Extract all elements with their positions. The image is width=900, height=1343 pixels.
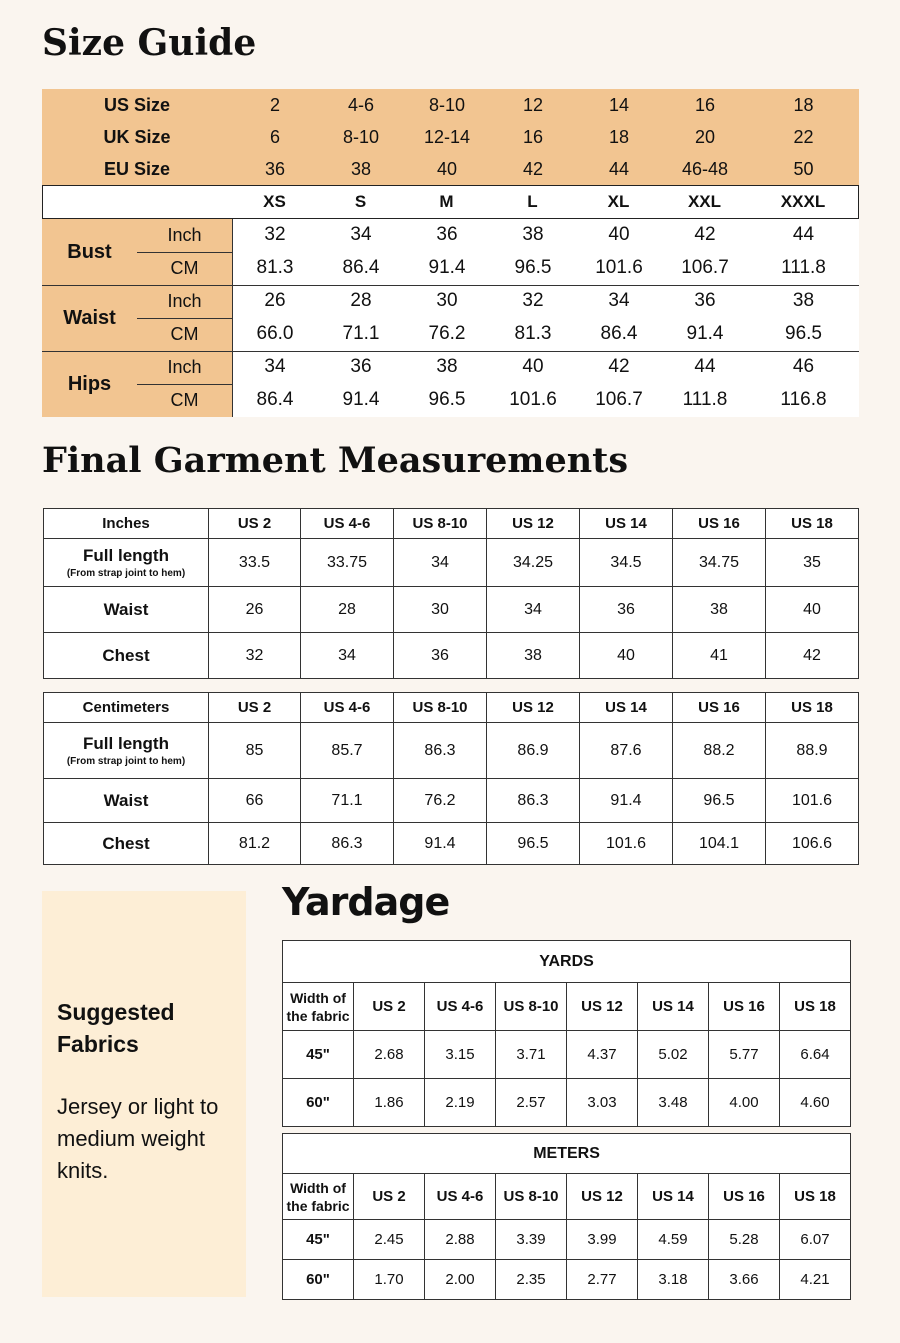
suggested-fabrics-text: Jersey or light to medium weight knits.	[57, 1094, 219, 1183]
measurement-cm-value: 96.5	[428, 389, 466, 410]
final-garment-table-inches	[43, 508, 859, 679]
table-cell: 85	[209, 723, 301, 779]
table-cell: 101.6	[766, 779, 859, 823]
table-cell: 2.45	[354, 1220, 425, 1260]
size-conversion-value: 44	[608, 158, 630, 179]
size-header: US 8-10	[496, 1174, 567, 1220]
measurement-divider	[42, 351, 859, 352]
size-header: US 2	[354, 983, 425, 1031]
table-header-row	[283, 1174, 851, 1220]
table-cell: 36	[394, 633, 487, 679]
size-conversion-value: 4-6	[347, 94, 374, 115]
table-cell: 34	[394, 539, 487, 587]
row-label	[44, 779, 209, 823]
measurement-cm-value: 91.4	[686, 323, 724, 344]
table-cell: 91.4	[580, 779, 673, 823]
measurement-cm-value: 106.7	[681, 257, 729, 278]
size-conversion-value: 36	[264, 158, 286, 179]
measurement-cm-value: 101.6	[509, 389, 557, 410]
row-label-text: Full length	[83, 546, 169, 565]
table-row	[44, 539, 859, 587]
table-cell: 2.77	[567, 1260, 638, 1300]
letter-size: L	[527, 192, 538, 211]
table-cell: 3.66	[709, 1260, 780, 1300]
table-cell: 96.5	[673, 779, 766, 823]
size-header: US 8-10	[394, 509, 487, 539]
table-cell: 2.57	[496, 1079, 567, 1127]
size-header: US 4-6	[301, 509, 394, 539]
measurement-inch-value: 40	[522, 356, 544, 377]
table-cell: 3.99	[567, 1220, 638, 1260]
row-label	[44, 587, 209, 633]
yardage-title: Yardage	[282, 880, 450, 924]
size-conversion-value: 12	[522, 94, 544, 115]
table-cell: 86.3	[487, 779, 580, 823]
size-conversion-value: 8-10	[428, 94, 466, 115]
row-label	[44, 633, 209, 679]
table-cell: 40	[580, 633, 673, 679]
measurement-inch-value: 46	[792, 356, 815, 377]
table-header-row	[44, 693, 859, 723]
size-header: US 12	[567, 983, 638, 1031]
measurement-cm-value: 86.4	[342, 257, 380, 278]
suggested-fabrics-panel	[42, 891, 246, 1297]
size-header: US 12	[567, 1174, 638, 1220]
table-cell: 81.2	[209, 823, 301, 865]
table-row	[283, 1079, 851, 1127]
table-cell: 104.1	[673, 823, 766, 865]
letter-size: XL	[607, 192, 630, 211]
suggested-fabrics-heading: Suggested Fabrics	[57, 999, 175, 1057]
final-garment-title: Final Garment Measurements	[42, 440, 629, 481]
measurement-inch-value: 28	[350, 290, 372, 311]
measurement-inch-value: 34	[350, 224, 372, 245]
measurement-inch-value: 32	[264, 224, 286, 245]
table-cell: 28	[301, 587, 394, 633]
measurement-inch-value: 38	[436, 356, 458, 377]
size-header: US 12	[487, 509, 580, 539]
size-conversion-value: 18	[608, 126, 630, 147]
size-header: US 14	[638, 983, 709, 1031]
size-conversion-value: 42	[522, 158, 544, 179]
table-cell: 34.75	[673, 539, 766, 587]
table-cell: 2.68	[354, 1031, 425, 1079]
measurement-label: Bust	[67, 240, 112, 263]
measurement-inch-value: 38	[522, 224, 544, 245]
size-header: US 14	[638, 1174, 709, 1220]
table-cell: 34	[301, 633, 394, 679]
measurement-label: Hips	[67, 372, 112, 395]
table-cell: 85.7	[301, 723, 394, 779]
table-row	[44, 779, 859, 823]
table-cell: 2.35	[496, 1260, 567, 1300]
size-header: US 12	[487, 693, 580, 723]
table-cell: 86.9	[487, 723, 580, 779]
letter-size: XXL	[687, 192, 722, 211]
table-cell: 4.59	[638, 1220, 709, 1260]
letter-size: S	[354, 192, 367, 211]
measurement-cm-value: 81.3	[514, 323, 552, 344]
table-cell: 86.3	[301, 823, 394, 865]
size-conversion-row	[42, 153, 859, 185]
table-cell: 4.37	[567, 1031, 638, 1079]
size-conversion-label: UK Size	[103, 126, 171, 147]
measurement-inch-value: 30	[436, 290, 458, 311]
unit-header: Inches	[44, 509, 209, 539]
table-cell: 1.86	[354, 1079, 425, 1127]
row-label-note: (From strap joint to hem)	[66, 568, 186, 579]
table-cell: 33.75	[301, 539, 394, 587]
size-header: US 18	[780, 983, 851, 1031]
table-cell: 5.02	[638, 1031, 709, 1079]
table-cell: 3.03	[567, 1079, 638, 1127]
table-cell: 34.5	[580, 539, 673, 587]
size-conversion-value: 12-14	[423, 126, 471, 147]
size-conversion-value: 2	[269, 94, 280, 115]
table-cell: 41	[673, 633, 766, 679]
letter-size: XS	[263, 192, 286, 211]
table-cell: 71.1	[301, 779, 394, 823]
row-label-text: Chest	[102, 833, 150, 853]
table-row	[283, 1260, 851, 1300]
table-cell: 26	[209, 587, 301, 633]
yardage-table-yards	[282, 940, 851, 1127]
fabric-width-label: 60"	[283, 1079, 354, 1127]
size-header: US 2	[209, 509, 301, 539]
yardage-table-meters	[282, 1133, 851, 1300]
measurement-inch-value: 42	[694, 224, 716, 245]
measurement-cm-value: 111.8	[682, 389, 728, 410]
row-label	[44, 823, 209, 865]
size-conversion-value: 8-10	[342, 126, 380, 147]
caption-row	[283, 941, 851, 983]
table-cell: 40	[766, 587, 859, 633]
table-cell: 88.2	[673, 723, 766, 779]
table-cell: 2.88	[425, 1220, 496, 1260]
size-header: US 2	[209, 693, 301, 723]
table-cell: 6.07	[780, 1220, 851, 1260]
letter-size: XXXL	[780, 192, 826, 211]
caption-row	[283, 1134, 851, 1174]
size-header: US 2	[354, 1174, 425, 1220]
unit-label-cm: CM	[170, 257, 199, 278]
table-row	[283, 1220, 851, 1260]
measurement-cm-value: 96.5	[785, 323, 822, 344]
measurement-inch-value: 40	[608, 224, 630, 245]
row-label	[44, 539, 209, 587]
size-conversion-label: US Size	[103, 94, 171, 115]
table-header-row	[283, 983, 851, 1031]
unit-label-cm: CM	[170, 389, 199, 410]
measurement-inch-value: 36	[350, 356, 372, 377]
measurement-inch-value: 44	[694, 356, 716, 377]
final-garment-table-centimeters	[43, 692, 859, 865]
table-cell: 34.25	[487, 539, 580, 587]
measurement-divider	[42, 285, 859, 286]
letter-size: M	[439, 192, 454, 211]
table-cell: 96.5	[487, 823, 580, 865]
size-header: US 14	[580, 509, 673, 539]
row-label-text: Waist	[103, 599, 149, 619]
size-conversion-value: 46-48	[681, 158, 729, 179]
measurement-cm-value: 81.3	[256, 257, 294, 278]
table-cell: 2.19	[425, 1079, 496, 1127]
table-cell: 3.39	[496, 1220, 567, 1260]
measurement-inch-value: 34	[608, 290, 630, 311]
table-cell: 3.48	[638, 1079, 709, 1127]
size-conversion-label: EU Size	[103, 158, 171, 179]
size-header: US 16	[709, 983, 780, 1031]
unit-header: Centimeters	[44, 693, 209, 723]
measurement-cm-value: 96.5	[514, 257, 552, 278]
size-header: US 18	[766, 509, 859, 539]
unit-divider	[137, 252, 232, 253]
row-label	[44, 723, 209, 779]
size-header: US 18	[780, 1174, 851, 1220]
table-cell: 76.2	[394, 779, 487, 823]
table-cell: 36	[580, 587, 673, 633]
size-conversion-value: 18	[793, 94, 814, 115]
measurement-cm-value: 116.8	[780, 389, 827, 410]
row-label-text: Full length	[83, 734, 169, 753]
table-cell: 35	[766, 539, 859, 587]
table-cell: 101.6	[580, 823, 673, 865]
unit-label-inch: Inch	[167, 224, 202, 245]
size-conversion-value: 14	[608, 94, 630, 115]
table-cell: 30	[394, 587, 487, 633]
size-header: US 4-6	[425, 1174, 496, 1220]
table-cell: 38	[487, 633, 580, 679]
size-conversion-row	[42, 89, 859, 121]
measurement-cm-value: 66.0	[256, 323, 294, 344]
measurement-inch-value: 44	[792, 224, 815, 245]
measurement-inch-value: 32	[522, 290, 544, 311]
size-conversion-row	[42, 121, 859, 153]
table-cell: 38	[673, 587, 766, 633]
table-row	[44, 723, 859, 779]
size-conversion-value: 16	[522, 126, 544, 147]
measurement-inch-value: 26	[264, 290, 286, 311]
width-header: Width of the fabric	[283, 1174, 354, 1220]
size-header: US 8-10	[394, 693, 487, 723]
size-conversion-value: 38	[350, 158, 372, 179]
row-label-note: (From strap joint to hem)	[66, 756, 186, 767]
size-guide-table	[42, 89, 859, 416]
table-caption: METERS	[283, 1134, 851, 1174]
table-cell: 1.70	[354, 1260, 425, 1300]
table-cell: 33.5	[209, 539, 301, 587]
table-cell: 2.00	[425, 1260, 496, 1300]
table-cell: 3.15	[425, 1031, 496, 1079]
measurement-inch-value: 38	[792, 290, 815, 311]
fabric-width-label: 45"	[283, 1220, 354, 1260]
measurement-inch-value: 36	[694, 290, 716, 311]
table-caption: YARDS	[283, 941, 851, 983]
size-conversion-value: 20	[694, 126, 716, 147]
table-row	[44, 587, 859, 633]
size-guide-title: Size Guide	[42, 22, 257, 64]
table-cell: 88.9	[766, 723, 859, 779]
size-header: US 16	[673, 509, 766, 539]
table-cell: 66	[209, 779, 301, 823]
table-cell: 87.6	[580, 723, 673, 779]
table-cell: 3.18	[638, 1260, 709, 1300]
letter-size-row	[42, 185, 859, 219]
measurement-cm-value: 71.1	[342, 323, 380, 344]
measurement-inch-value: 42	[608, 356, 630, 377]
table-cell: 32	[209, 633, 301, 679]
table-cell: 4.21	[780, 1260, 851, 1300]
measurement-cm-value: 101.6	[595, 257, 643, 278]
table-cell: 34	[487, 587, 580, 633]
size-header: US 14	[580, 693, 673, 723]
size-header: US 4-6	[425, 983, 496, 1031]
measurement-cm-value: 106.7	[595, 389, 643, 410]
size-header: US 8-10	[496, 983, 567, 1031]
measurement-inch-value: 34	[264, 356, 286, 377]
unit-divider	[137, 384, 232, 385]
size-conversion-value: 22	[793, 126, 814, 147]
fabric-width-label: 60"	[283, 1260, 354, 1300]
measurement-cm-value: 86.4	[256, 389, 294, 410]
table-row	[283, 1031, 851, 1079]
fabric-width-label: 45"	[283, 1031, 354, 1079]
measurement-cm-value: 111.8	[781, 257, 826, 278]
table-row	[44, 823, 859, 865]
measurement-label: Waist	[63, 306, 116, 329]
table-cell: 6.64	[780, 1031, 851, 1079]
table-cell: 5.77	[709, 1031, 780, 1079]
table-cell: 106.6	[766, 823, 859, 865]
measurement-cm-value: 86.4	[600, 323, 638, 344]
table-cell: 3.71	[496, 1031, 567, 1079]
measurement-cm-value: 91.4	[428, 257, 466, 278]
table-header-row	[44, 509, 859, 539]
table-cell: 86.3	[394, 723, 487, 779]
size-conversion-value: 40	[436, 158, 458, 179]
measurement-cm-value: 76.2	[428, 323, 466, 344]
size-header: US 16	[673, 693, 766, 723]
size-conversion-value: 6	[269, 126, 280, 147]
unit-label-inch: Inch	[167, 290, 202, 311]
size-header: US 18	[766, 693, 859, 723]
size-conversion-value: 50	[793, 158, 814, 179]
size-conversion-value: 16	[694, 94, 716, 115]
row-label-text: Waist	[103, 790, 149, 810]
table-row	[44, 633, 859, 679]
table-cell: 42	[766, 633, 859, 679]
table-cell: 4.60	[780, 1079, 851, 1127]
unit-label-cm: CM	[170, 323, 199, 344]
size-header: US 16	[709, 1174, 780, 1220]
size-header: US 4-6	[301, 693, 394, 723]
width-header: Width of the fabric	[283, 983, 354, 1031]
table-cell: 5.28	[709, 1220, 780, 1260]
measurement-inch-value: 36	[436, 224, 458, 245]
unit-divider	[137, 318, 232, 319]
table-cell: 4.00	[709, 1079, 780, 1127]
table-cell: 91.4	[394, 823, 487, 865]
measurement-cm-value: 91.4	[342, 389, 380, 410]
unit-label-inch: Inch	[167, 356, 202, 377]
row-label-text: Chest	[102, 645, 150, 665]
